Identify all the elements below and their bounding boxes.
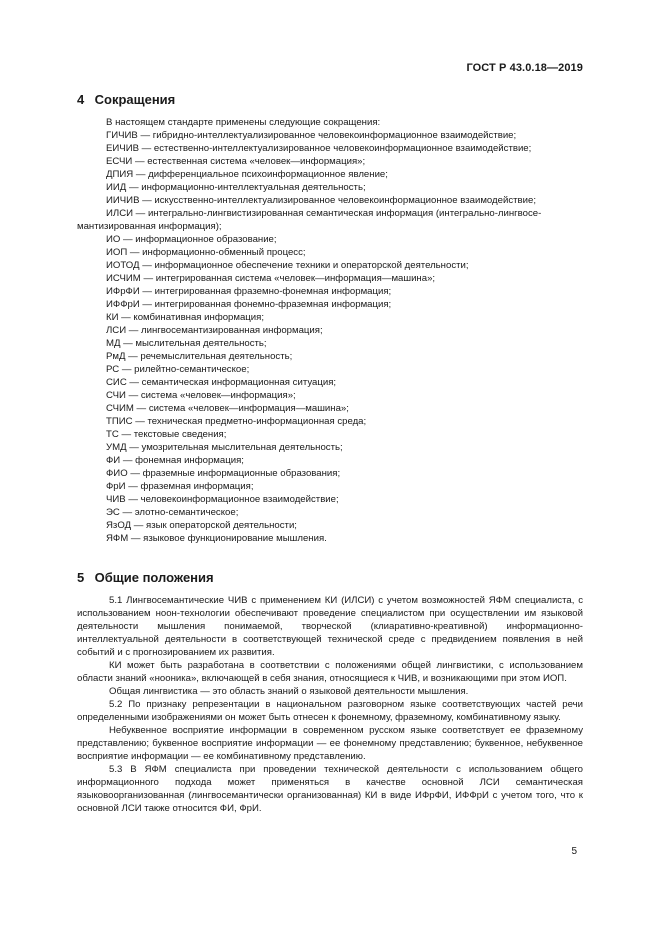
- section-4-title: Сокращения: [94, 92, 176, 107]
- paragraph-5-1: 5.1 Лингвосемантические ЧИВ с применением КИ (ИЛСИ) с учетом возможностей ЯФМ специалиста, с использованием ноон-технологии обеспечивают проведение специалистом при осуществлении им языковой деятельности мышления понимаемой, творческой (клиаративно-креативной) информационно-интеллектуальной деятельности в соответствующей технической среде с предвидением появления в ней событий и с прогнозированием их развития.: [77, 595, 583, 658]
- abbreviation-item: ЕИЧИВ — естественно-интеллектуализированное человекоинформационное взаимодействие;: [106, 143, 532, 154]
- abbreviation-item: ИФФрИ — интегрированная фонемно-фраземная информация;: [106, 299, 392, 310]
- abbreviation-item: мантизированная информация);: [77, 221, 222, 232]
- abbreviation-item: МД — мыслительная деятельность;: [106, 338, 267, 349]
- general-provisions-text: [77, 594, 583, 815]
- abbreviation-item: ИИЧИВ — искусственно-интеллектуализированное человекоинформационное взаимодействие;: [106, 195, 536, 206]
- abbreviations-list: [77, 116, 584, 545]
- abbreviation-item: СЧИ — система «человек—информация»;: [106, 390, 296, 401]
- paragraph-5-1-ki: КИ может быть разработана в соответствии с положениями общей лингвистики, с использованием области знаний «нооника», включающей в себя знания, относящиеся к ЧИВ, и возникающими при этом ИОП.: [77, 660, 583, 684]
- abbreviations-intro: В настоящем стандарте применены следующие сокращения:: [106, 117, 381, 128]
- abbreviation-item: ТС — текстовые сведения;: [106, 429, 227, 440]
- abbreviation-item: ИФрФИ — интегрированная фраземно-фонемная информация;: [106, 286, 392, 297]
- section-5-title: Общие положения: [94, 570, 214, 585]
- paragraph-5-2: 5.2 По признаку репрезентации в национальном разговорном языке соответствующих частей речи определенными изображениями он может быть отнесен к фонемному, фраземному, комбинативному языку.: [77, 699, 583, 723]
- abbreviation-item: ЭС — элотно-семантическое;: [106, 507, 239, 518]
- abbreviation-item: ИОП — информационно-обменный процесс;: [106, 247, 306, 258]
- abbreviation-item: ФрИ — фраземная информация;: [106, 481, 254, 492]
- abbreviation-item: СЧИМ — система «человек—информация—машина»;: [106, 403, 349, 414]
- abbreviation-item: ИЛСИ — интегрально-лингвистизированная семантическая информация (интегрально-лингвосе-: [106, 208, 542, 219]
- paragraph-5-2-perception: Небуквенное восприятие информации в современном русском языке соответствует ее фраземному представлению; буквенное восприятие информации — ее фонемному представлению; буквенное, небуквенное восприятие информации — ее комбинативному представлению.: [77, 725, 583, 762]
- abbreviation-item: ИИД — информационно-интеллектуальная деятельность;: [106, 182, 366, 193]
- abbreviation-item: ИСЧИМ — интегрированная система «человек—информация—машина»;: [106, 273, 436, 284]
- abbreviation-item: ГИЧИВ — гибридно-интеллектуализированное человекоинформационное взаимодействие;: [106, 130, 517, 141]
- abbreviation-item: ФИО — фраземные информационные образования;: [106, 468, 341, 479]
- section-4-heading: [77, 92, 175, 107]
- abbreviation-item: ФИ — фонемная информация;: [106, 455, 244, 466]
- abbreviation-item: КИ — комбинативная информация;: [106, 312, 265, 323]
- abbreviation-item: ЯзОД — язык операторской деятельности;: [106, 520, 297, 531]
- abbreviation-item: ЕСЧИ — естественная система «человек—информация»;: [106, 156, 366, 167]
- page-number: 5: [571, 846, 577, 857]
- abbreviation-item: ДПИЯ — дифференциальное психоинформационное явление;: [106, 169, 388, 180]
- abbreviation-item: ЛСИ — лингвосемантизированная информация;: [106, 325, 323, 336]
- abbreviation-item: СИС — семантическая информационная ситуация;: [106, 377, 337, 388]
- abbreviation-item: ИО — информационное образование;: [106, 234, 277, 245]
- abbreviation-item: УМД — умозрительная мыслительная деятельность;: [106, 442, 343, 453]
- paragraph-5-3: 5.3 В ЯФМ специалиста при проведении технической деятельности с использованием общего информационного подхода может применяться в качестве основной ЛСИ семантическая языковоорганизованная (лингвосемантически организованная) КИ в виде ИФрФИ, ИФФрИ с учетом того, что к основной ЛСИ также относится ФИ, ФрИ.: [77, 764, 583, 814]
- abbreviation-item: РС — рилейтно-семантическое;: [106, 364, 250, 375]
- abbreviation-item: РмД — речемыслительная деятельность;: [106, 351, 293, 362]
- section-4-number: 4: [77, 92, 85, 107]
- section-5-number: 5: [77, 570, 85, 585]
- abbreviation-item: ТПИС — техническая предметно-информационная среда;: [106, 416, 367, 427]
- abbreviation-item: ИОТОД — информационное обеспечение техники и операторской деятельности;: [106, 260, 469, 271]
- standard-designation: ГОСТ Р 43.0.18—2019: [466, 62, 583, 74]
- abbreviation-item: ЧИВ — человекоинформационное взаимодействие;: [106, 494, 339, 505]
- abbreviation-item: ЯФМ — языковое функционирование мышления.: [106, 533, 327, 544]
- paragraph-5-1-linguistics: Общая лингвистика — это область знаний о языковой деятельности мышления.: [109, 686, 469, 697]
- section-5-heading: [77, 570, 214, 585]
